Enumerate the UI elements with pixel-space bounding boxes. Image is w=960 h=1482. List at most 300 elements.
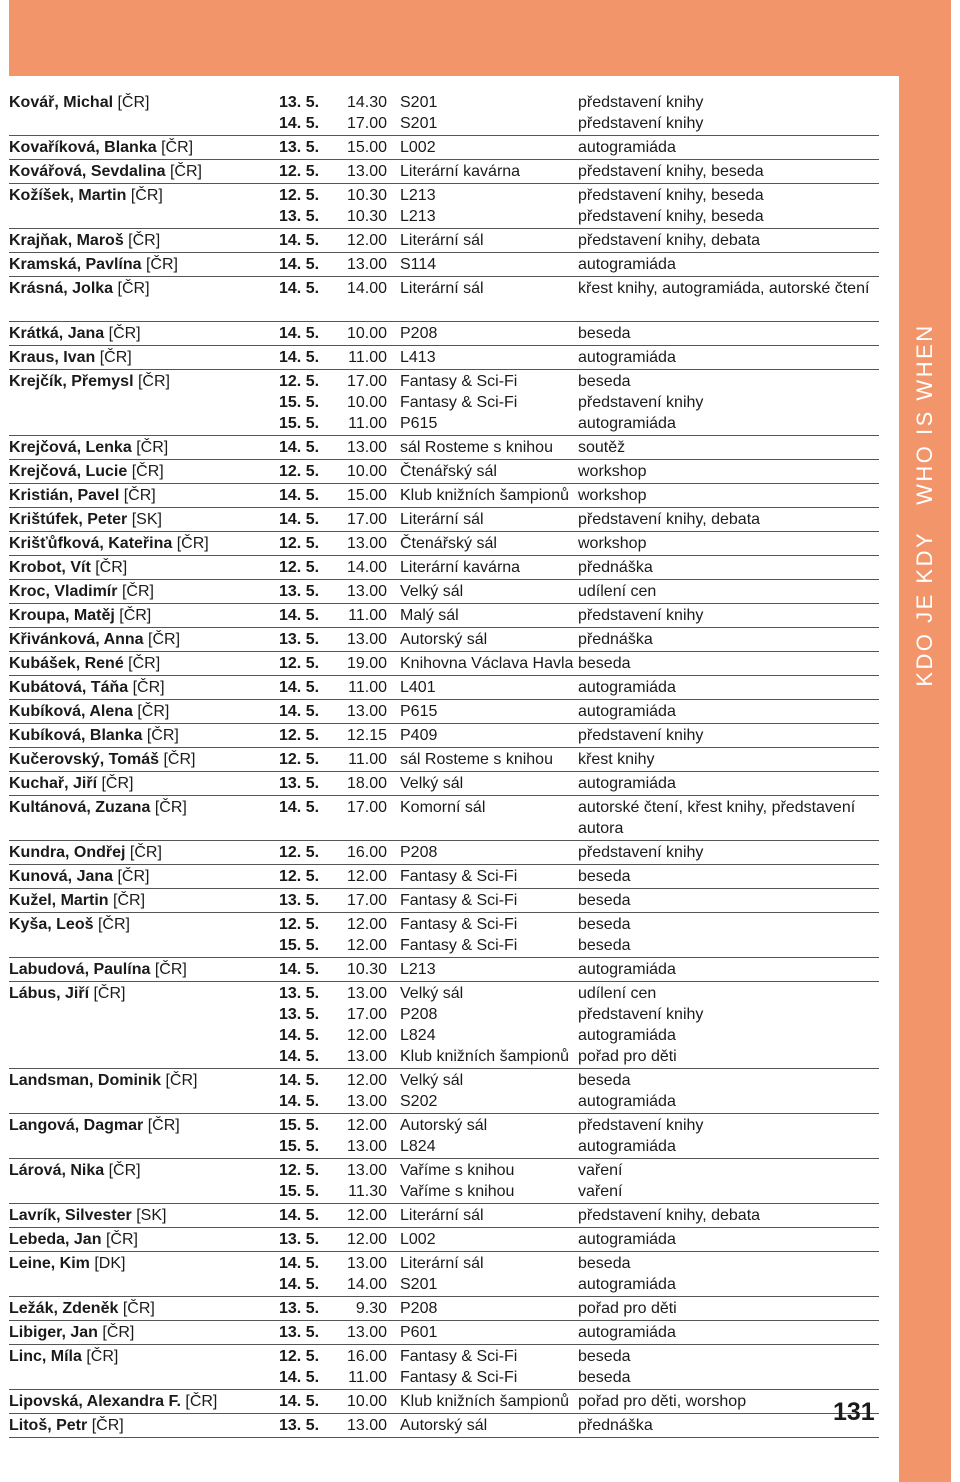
author-name [9,278,150,299]
event-place: L002 [400,139,436,156]
author-name [9,1229,138,1250]
event-time: 12.00 [346,937,387,954]
schedule-row [9,1298,879,1319]
event-type: autogramiáda [578,256,676,273]
event-date: 14. 5. [279,679,320,696]
author-name-text: Kovářová, Sevdalina [9,163,166,180]
event-place: P409 [400,727,438,744]
event-place: Fantasy & Sci-Fi [400,868,518,885]
event-place: Literární sál [400,232,484,249]
event-date: 15. 5. [279,1117,320,1134]
event-place: S202 [400,1093,438,1110]
event-time: 12.00 [346,1027,387,1044]
schedule-row [9,959,879,980]
event-place: L401 [400,679,436,696]
event-type: beseda [578,1369,631,1386]
author-name-text: Lárová, Nika [9,1162,105,1179]
event-time: 12.00 [346,916,387,933]
author-name-text: Kubíková, Blanka [9,727,143,744]
event-type: představení knihy [578,844,704,861]
event-time: 16.00 [346,1348,387,1365]
event-place: Fantasy & Sci-Fi [400,373,518,390]
schedule-entry [9,91,879,136]
event-type: představení knihy [578,115,704,132]
event-type: autogramiáda [578,703,676,720]
schedule-row [9,278,879,320]
section-label-en: WHO IS WHEN [912,323,937,505]
event-date: 13. 5. [279,775,320,792]
event-type: křest knihy, autogramiáda, autorské čtení [578,280,870,297]
event-type: beseda [578,1072,631,1089]
event-date: 14. 5. [279,1393,320,1410]
event-time: 17.00 [346,511,387,528]
schedule-row [9,797,879,839]
event-place: Autorský sál [400,631,488,648]
event-type: představení knihy [578,394,704,411]
schedule-row [9,1391,879,1412]
event-date: 14. 5. [279,961,320,978]
author-name-text: Krejčová, Lucie [9,463,128,480]
event-place: Klub knižních šampionů [400,1048,569,1065]
event-date: 13. 5. [279,139,320,156]
author-name-text: Lipovská, Alexandra F. [9,1393,181,1410]
schedule-entry [9,436,879,460]
author-name [9,983,125,1004]
event-time: 15.00 [346,139,387,156]
author-name [9,1391,217,1412]
event-time: 11.00 [348,607,387,624]
event-type: vaření [578,1162,623,1179]
event-type: autorské čtení, křest knihy, představení autora [578,799,856,837]
author-country: [ČR] [91,1417,124,1434]
schedule-entry [9,772,879,796]
author-name-text: Kroupa, Matěj [9,607,115,624]
event-place: P208 [400,1006,438,1023]
event-type: přednáška [578,559,653,576]
schedule-row [9,206,879,227]
event-type: beseda [578,892,631,909]
author-name-text: Linc, Míla [9,1348,82,1365]
author-country: [ČR] [97,916,130,933]
event-time: 13.00 [346,439,387,456]
author-name-text: Kraus, Ivan [9,349,96,366]
event-time: 16.00 [346,844,387,861]
event-type: autogramiáda [578,775,676,792]
schedule-row [9,185,879,206]
section-label [912,323,938,686]
event-type: autogramiáda [578,1231,676,1248]
author-name-text: Lavrík, Silvester [9,1207,132,1224]
schedule-row [9,725,879,746]
event-type: představení knihy, debata [578,511,761,528]
event-time: 13.00 [346,703,387,720]
author-name [9,890,145,911]
author-name [9,92,149,113]
schedule-row [9,629,879,650]
event-time: 17.00 [346,892,387,909]
event-date: 12. 5. [279,1162,320,1179]
event-type: soutěž [578,439,626,456]
author-country: [ČR] [108,1162,141,1179]
event-date: 14. 5. [279,232,320,249]
event-date: 12. 5. [279,163,320,180]
author-country: [ČR] [102,1324,135,1341]
author-name [9,1322,134,1343]
event-date: 12. 5. [279,187,320,204]
event-time: 11.00 [348,349,387,366]
header-band [9,0,951,76]
event-date: 14. 5. [279,349,320,366]
author-name [9,1253,125,1274]
author-country: [ČR] [163,751,196,768]
schedule-row [9,254,879,275]
event-type: představení knihy [578,727,704,744]
author-country: [ČR] [154,799,187,816]
event-type: udílení cen [578,985,657,1002]
event-date: 14. 5. [279,607,320,624]
event-place: Literární sál [400,1207,484,1224]
schedule-row [9,413,879,434]
event-date: 13. 5. [279,631,320,648]
event-type: beseda [578,325,631,342]
event-type: křest knihy [578,751,655,768]
event-date: 13. 5. [279,1300,320,1317]
event-type: pořad pro děti, worshop [578,1393,747,1410]
event-type: představení knihy, debata [578,232,761,249]
schedule-entry [9,160,879,184]
event-time: 19.00 [346,655,387,672]
author-name [9,629,180,650]
event-type: beseda [578,916,631,933]
author-country: [DK] [94,1255,126,1272]
event-date: 14. 5. [279,1093,320,1110]
author-country: [ČR] [148,631,181,648]
event-place: P615 [400,703,438,720]
author-country: [ČR] [137,703,170,720]
schedule-entry [9,1228,879,1252]
event-time: 14.00 [346,280,387,297]
schedule-row [9,749,879,770]
schedule-row [9,1070,879,1091]
author-country: [ČR] [131,463,164,480]
event-place: Autorský sál [400,1117,488,1134]
event-date: 12. 5. [279,655,320,672]
event-place: Komorní sál [400,799,486,816]
event-time: 13.00 [346,631,387,648]
event-time: 13.00 [346,1417,387,1434]
author-name-text: Kovaříková, Blanka [9,139,157,156]
event-place: Velký sál [400,1072,464,1089]
schedule-entry [9,580,879,604]
schedule-entry [9,676,879,700]
schedule-entry [9,958,879,982]
author-name [9,773,133,794]
schedule-row [9,866,879,887]
event-date: 13. 5. [279,208,320,225]
event-place: Fantasy & Sci-Fi [400,1369,518,1386]
event-date: 12. 5. [279,535,320,552]
author-name [9,725,179,746]
event-type: autogramiáda [578,1324,676,1341]
event-date: 12. 5. [279,844,320,861]
author-name-text: Ležák, Zdeněk [9,1300,119,1317]
event-time: 11.00 [348,415,387,432]
schedule-entry [9,1345,879,1390]
author-name [9,371,170,392]
event-place: S201 [400,94,438,111]
author-country: [ČR] [145,256,178,273]
author-name [9,254,178,275]
event-place: Literární kavárna [400,163,521,180]
author-country: [ČR] [176,535,209,552]
schedule-entry [9,889,879,913]
author-country: [SK] [136,1207,167,1224]
schedule-entry [9,370,879,436]
event-date: 12. 5. [279,373,320,390]
author-country: [ČR] [146,727,179,744]
event-time: 12.00 [346,868,387,885]
event-place: Fantasy & Sci-Fi [400,916,518,933]
event-type: autogramiáda [578,679,676,696]
event-place: Literární sál [400,1255,484,1272]
event-time: 13.00 [346,163,387,180]
author-country: [ČR] [113,892,146,909]
event-date: 12. 5. [279,559,320,576]
schedule-row [9,371,879,392]
schedule-entry [9,460,879,484]
event-type: workshop [578,463,647,480]
event-type: autogramiáda [578,961,676,978]
event-date: 14. 5. [279,1072,320,1089]
author-name [9,653,160,674]
schedule-entry [9,532,879,556]
event-type: představení knihy [578,1117,704,1134]
author-country: [ČR] [95,559,128,576]
schedule-entry [9,1069,879,1114]
schedule-entry [9,484,879,508]
schedule-entry [9,1414,879,1438]
event-time: 10.30 [346,187,387,204]
event-date: 14. 5. [279,511,320,528]
schedule-row [9,653,879,674]
author-name [9,914,130,935]
event-place: S201 [400,115,438,132]
event-type: představení knihy, beseda [578,163,764,180]
author-name [9,701,169,722]
event-date: 15. 5. [279,1183,320,1200]
event-time: 12.00 [346,1231,387,1248]
event-time: 11.00 [348,679,387,696]
event-type: představení knihy [578,607,704,624]
event-place: P208 [400,1300,438,1317]
author-country: [ČR] [147,1117,180,1134]
schedule-entry [9,913,879,958]
event-place: L213 [400,187,436,204]
event-time: 17.00 [346,115,387,132]
event-type: představení knihy [578,1006,704,1023]
event-date: 13. 5. [279,985,320,1002]
event-date: 15. 5. [279,394,320,411]
event-type: autogramiáda [578,1027,676,1044]
author-name-text: Litoš, Petr [9,1417,88,1434]
author-name [9,1205,166,1226]
schedule-entry [9,724,879,748]
schedule-row [9,533,879,554]
schedule-row [9,935,879,956]
section-label-cz: KDO JE KDY [912,530,937,687]
schedule-row [9,914,879,935]
author-country: [ČR] [99,349,132,366]
event-date: 14. 5. [279,1369,320,1386]
event-date: 14. 5. [279,1027,320,1044]
schedule-row [9,1415,879,1436]
author-name [9,1298,155,1319]
author-name [9,509,162,530]
schedule-row [9,161,879,182]
event-date: 14. 5. [279,325,320,342]
author-name-text: Kunová, Jana [9,868,114,885]
event-date: 14. 5. [279,487,320,504]
author-name-text: Libiger, Jan [9,1324,98,1341]
event-date: 15. 5. [279,937,320,954]
author-name-text: Kučerovský, Tomáš [9,751,159,768]
author-name [9,323,141,344]
author-name [9,161,202,182]
author-name-text: Kožíšek, Martin [9,187,127,204]
event-time: 17.00 [346,373,387,390]
schedule-entry [9,1204,879,1228]
schedule-row [9,461,879,482]
event-time: 12.00 [346,1117,387,1134]
author-name [9,230,160,251]
author-country: [ČR] [101,775,134,792]
event-place: L213 [400,208,436,225]
schedule-row [9,1346,879,1367]
schedule-entry [9,841,879,865]
event-place: Fantasy & Sci-Fi [400,394,518,411]
author-name-text: Kubátová, Táňa [9,679,129,696]
event-time: 13.00 [346,1324,387,1341]
author-country: [SK] [131,511,162,528]
schedule-row [9,437,879,458]
event-type: beseda [578,868,631,885]
schedule-entry [9,322,879,346]
event-time: 13.00 [346,1162,387,1179]
author-name [9,677,165,698]
schedule-entry [9,346,879,370]
schedule-row [9,605,879,626]
event-date: 14. 5. [279,799,320,816]
event-type: pořad pro děti [578,1048,677,1065]
author-name-text: Krátká, Jana [9,325,105,342]
event-date: 12. 5. [279,751,320,768]
event-place: L413 [400,349,436,366]
author-name [9,347,132,368]
event-date: 14. 5. [279,280,320,297]
author-name-text: Kubášek, René [9,655,124,672]
schedule-row [9,701,879,722]
author-name-text: Krajňak, Maroš [9,232,124,249]
schedule-row [9,1136,879,1157]
author-name-text: Krejčík, Přemysl [9,373,134,390]
event-type: beseda [578,373,631,390]
schedule-row [9,842,879,863]
schedule-entry [9,1297,879,1321]
author-country: [ČR] [123,487,156,504]
author-name-text: Lábus, Jiří [9,985,90,1002]
event-date: 13. 5. [279,583,320,600]
schedule-entry [9,604,879,628]
event-date: 14. 5. [279,1255,320,1272]
event-place: Velký sál [400,583,464,600]
event-time: 11.30 [348,1183,387,1200]
event-time: 12.00 [346,1207,387,1224]
author-name [9,1346,118,1367]
event-type: beseda [578,1348,631,1365]
event-place: Fantasy & Sci-Fi [400,937,518,954]
schedule-row [9,92,879,113]
author-name-text: Krišťůfková, Kateřina [9,535,173,552]
schedule-row [9,1025,879,1046]
schedule-row [9,1253,879,1274]
event-place: S114 [400,256,437,273]
event-time: 17.00 [346,1006,387,1023]
event-time: 18.00 [346,775,387,792]
event-type: přednáška [578,631,653,648]
author-country: [ČR] [132,679,165,696]
event-place: sál Rosteme s knihou [400,439,553,456]
event-time: 14.00 [346,559,387,576]
event-time: 12.00 [346,1072,387,1089]
event-time: 10.00 [346,1393,387,1410]
author-country: [ČR] [119,607,152,624]
author-name-text: Kroc, Vladimír [9,583,118,600]
event-type: autogramiáda [578,1276,676,1293]
author-name [9,605,151,626]
event-place: Fantasy & Sci-Fi [400,1348,518,1365]
schedule-row [9,323,879,344]
author-name [9,581,154,602]
event-type: workshop [578,487,647,504]
event-place: Klub knižních šampionů [400,1393,569,1410]
author-country: [ČR] [105,1231,138,1248]
schedule-table [9,91,879,1438]
event-place: Velký sál [400,985,464,1002]
schedule-entry [9,184,879,229]
event-date: 13. 5. [279,1417,320,1434]
page-number: 131 [833,1398,875,1426]
schedule-row [9,230,879,251]
author-name-text: Kristián, Pavel [9,487,120,504]
author-name-text: Krištúfek, Peter [9,511,128,528]
event-date: 13. 5. [279,1006,320,1023]
author-name-text: Kovář, Michal [9,94,114,111]
event-place: L824 [400,1027,436,1044]
event-type: autogramiáda [578,415,676,432]
author-country: [ČR] [117,868,150,885]
event-place: Autorský sál [400,1417,488,1434]
schedule-entry [9,982,879,1069]
schedule-row [9,1004,879,1025]
event-type: autogramiáda [578,1093,676,1110]
schedule-entry [9,1114,879,1159]
schedule-entry [9,652,879,676]
author-country: [ČR] [117,94,150,111]
event-type: beseda [578,937,631,954]
event-type: přednáška [578,1417,653,1434]
author-name [9,866,149,887]
side-band [899,76,951,1482]
